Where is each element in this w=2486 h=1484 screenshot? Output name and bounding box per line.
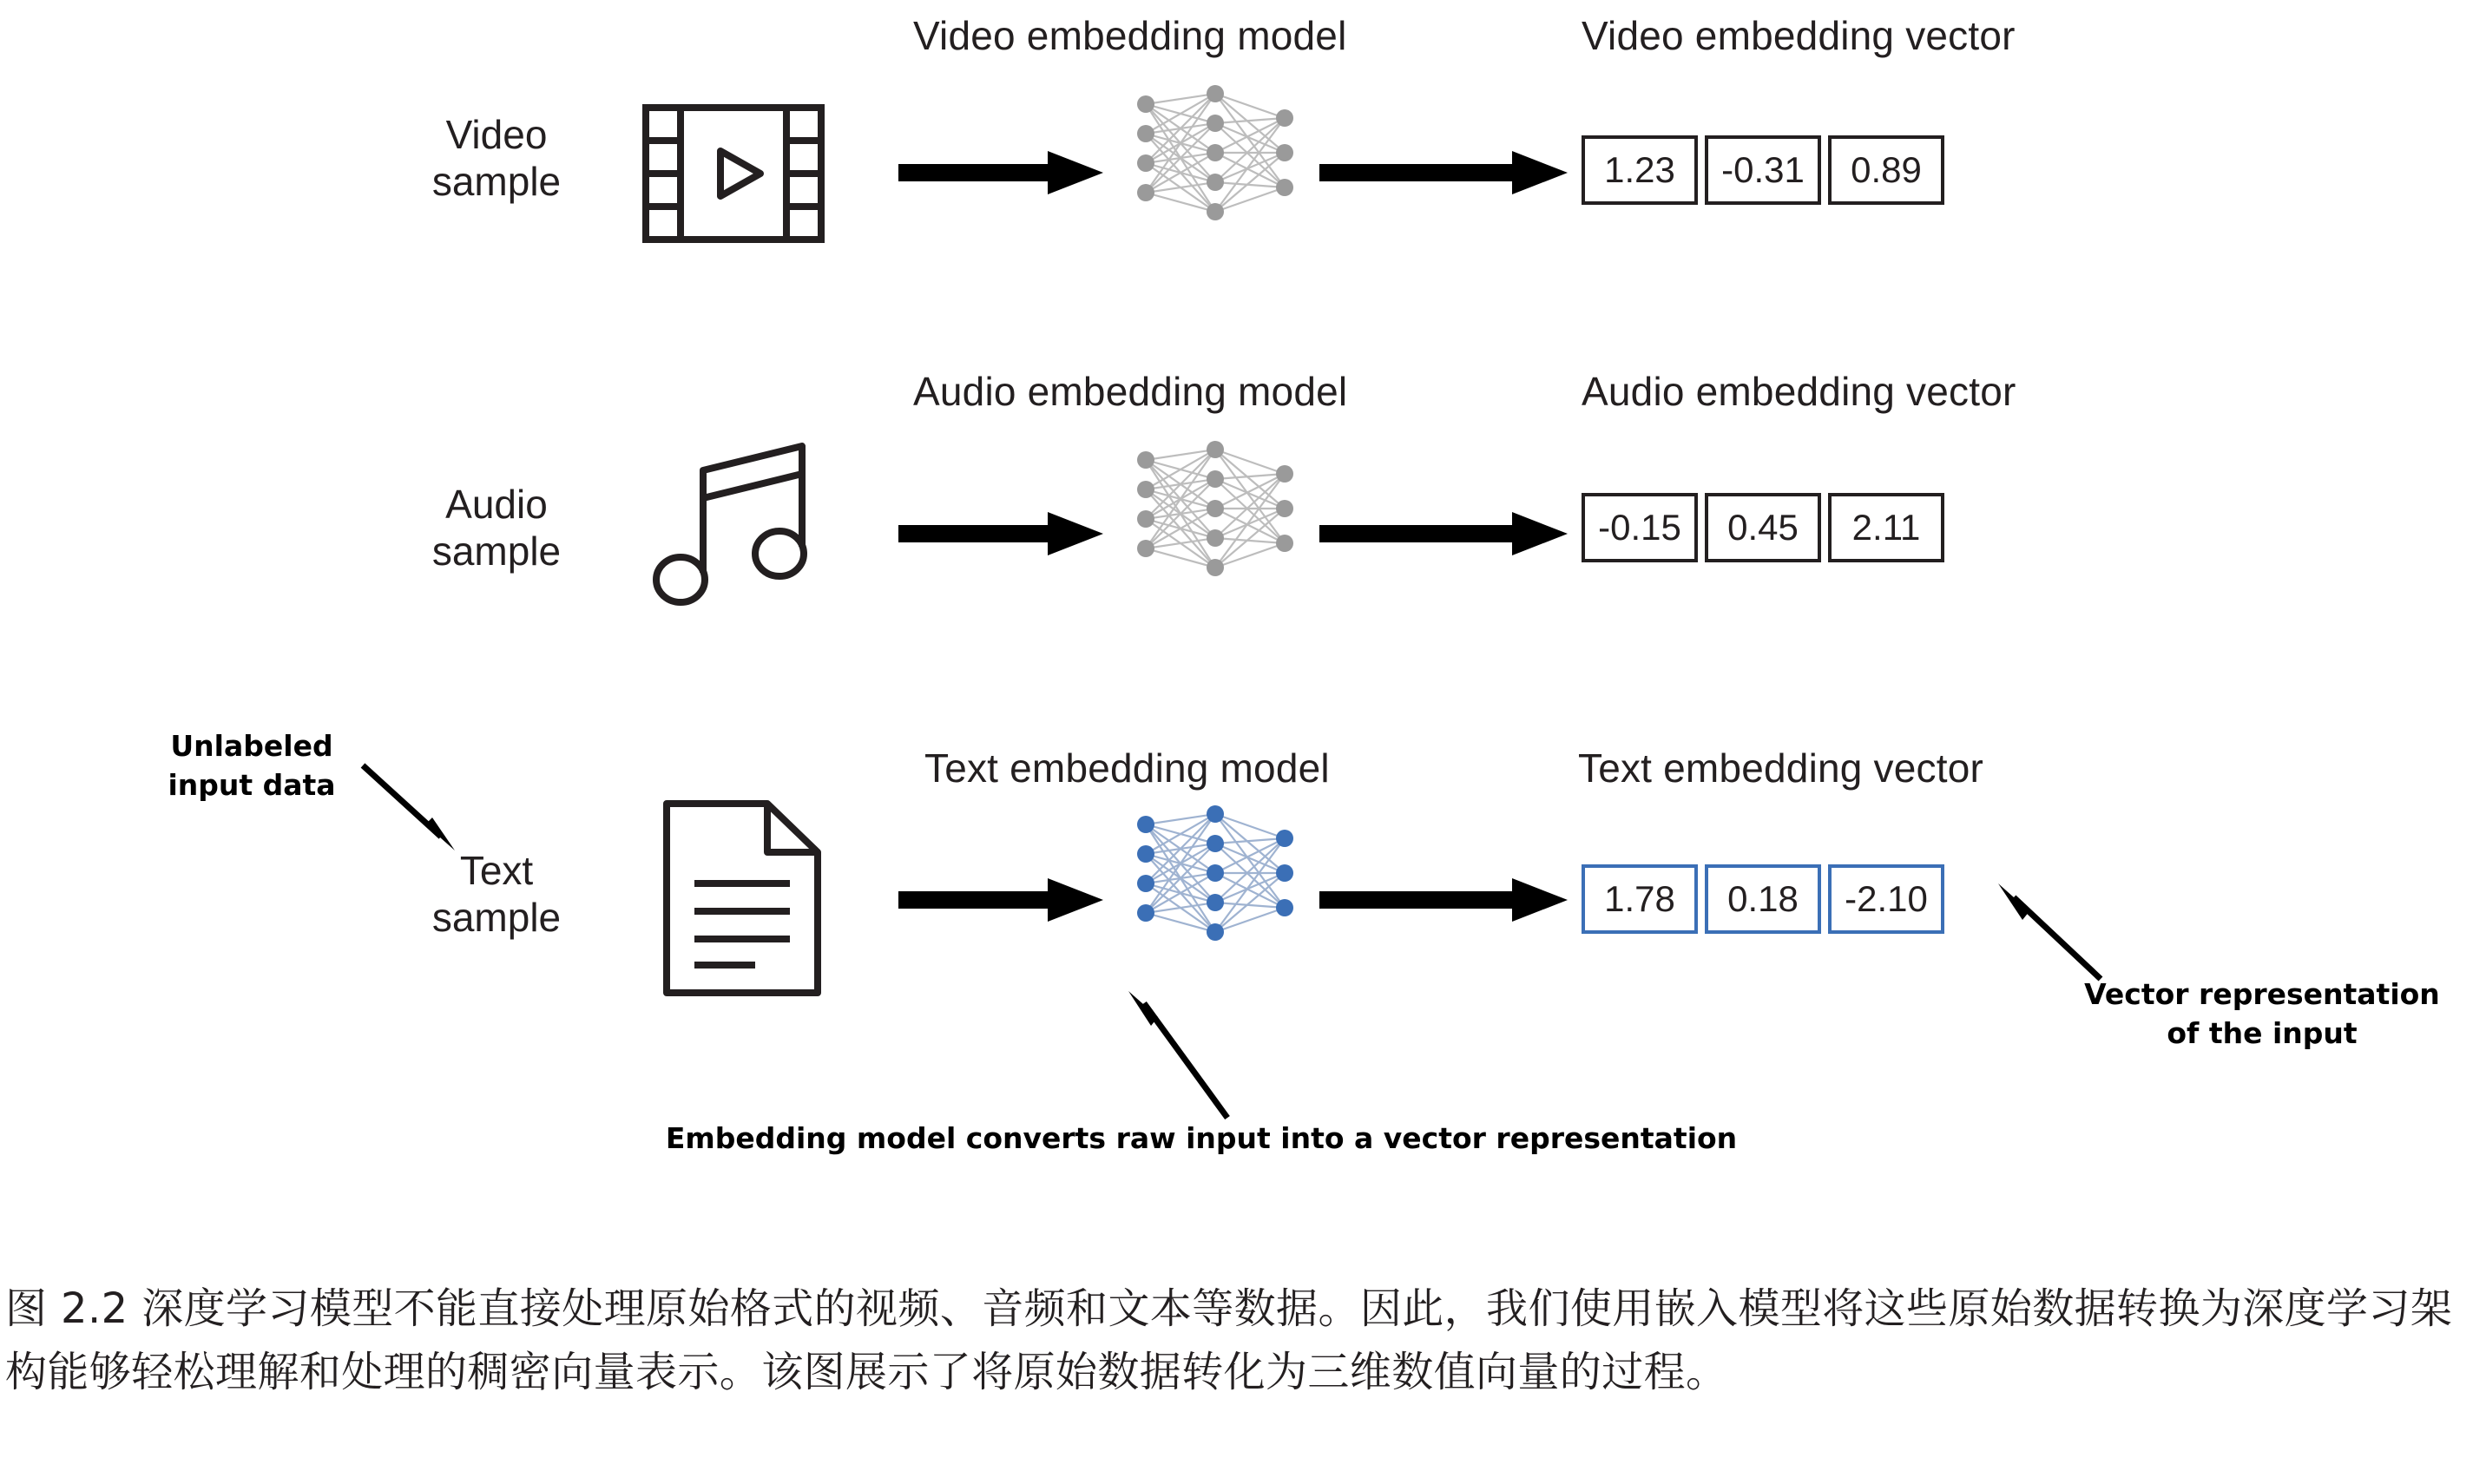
audio-arrow-right — [1319, 510, 1571, 557]
document-icon — [660, 798, 825, 998]
film-strip-icon — [642, 104, 825, 243]
text-vector-title: Text embedding vector — [1578, 745, 1984, 791]
audio-model-title: Audio embedding model — [913, 369, 1348, 414]
audio-sample-label-line1: Audio — [445, 482, 548, 527]
text-model-title: Text embedding model — [924, 745, 1330, 791]
vector-cell: 0.89 — [1828, 135, 1944, 205]
vector-representation-line2: of the input — [2167, 1015, 2358, 1050]
video-vector-title: Video embedding vector — [1582, 13, 2016, 58]
vector-cell: 0.45 — [1705, 493, 1821, 562]
audio-embedding-vector — [1582, 493, 1944, 562]
text-sample-label-line1: Text — [459, 848, 534, 893]
audio-arrow-left — [898, 510, 1107, 557]
video-sample-label — [392, 111, 601, 206]
figure-caption: 图 2.2 深度学习模型不能直接处理原始格式的视频、音频和文本等数据。因此，我们使用嵌入模型将这些原始数据转换为深度学习架构能够轻松理解和处理的稠密向量表示。该图展示了将原始数据转化为三维数值向量的过程。 — [5, 1284, 2453, 1396]
video-embedding-vector — [1582, 135, 1944, 205]
vector-cell: -2.10 — [1828, 864, 1944, 934]
unlabeled-input-annotation — [139, 727, 365, 804]
audio-sample-label-line2: sample — [431, 529, 562, 575]
video-sample-label-line2: sample — [431, 159, 562, 205]
video-embedding-model-network — [1120, 78, 1311, 243]
video-arrow-right — [1319, 149, 1571, 196]
audio-embedding-model-network — [1120, 434, 1311, 599]
vector-cell: 1.23 — [1582, 135, 1698, 205]
text-embedding-model-network — [1120, 798, 1311, 963]
text-embedding-vector — [1582, 864, 1944, 934]
vector-representation-arrow — [1988, 878, 2109, 991]
text-arrow-right — [1319, 877, 1571, 923]
unlabeled-input-line2: input data — [168, 767, 336, 802]
vector-cell: -0.15 — [1582, 493, 1698, 562]
text-sample-label-line2: sample — [431, 895, 562, 941]
text-arrow-left — [898, 877, 1107, 923]
vector-representation-annotation — [2062, 975, 2462, 1053]
video-arrow-left — [898, 149, 1107, 196]
video-sample-label-line1: Video — [445, 112, 548, 157]
video-model-title: Video embedding model — [913, 13, 1347, 58]
embedding-note-annotation: Embedding model converts raw input into a vector representation — [665, 1121, 1738, 1155]
vector-cell: 0.18 — [1705, 864, 1821, 934]
vector-cell: 1.78 — [1582, 864, 1698, 934]
vector-representation-line1: Vector representation — [2084, 977, 2440, 1011]
unlabeled-input-arrow — [358, 760, 470, 873]
vector-cell: -0.31 — [1705, 135, 1821, 205]
embedding-note-arrow — [1118, 988, 1248, 1126]
vector-cell: 2.11 — [1828, 493, 1944, 562]
music-note-icon — [649, 434, 832, 616]
audio-vector-title: Audio embedding vector — [1582, 369, 2016, 414]
unlabeled-input-line1: Unlabeled — [170, 729, 333, 763]
audio-sample-label — [392, 481, 601, 575]
